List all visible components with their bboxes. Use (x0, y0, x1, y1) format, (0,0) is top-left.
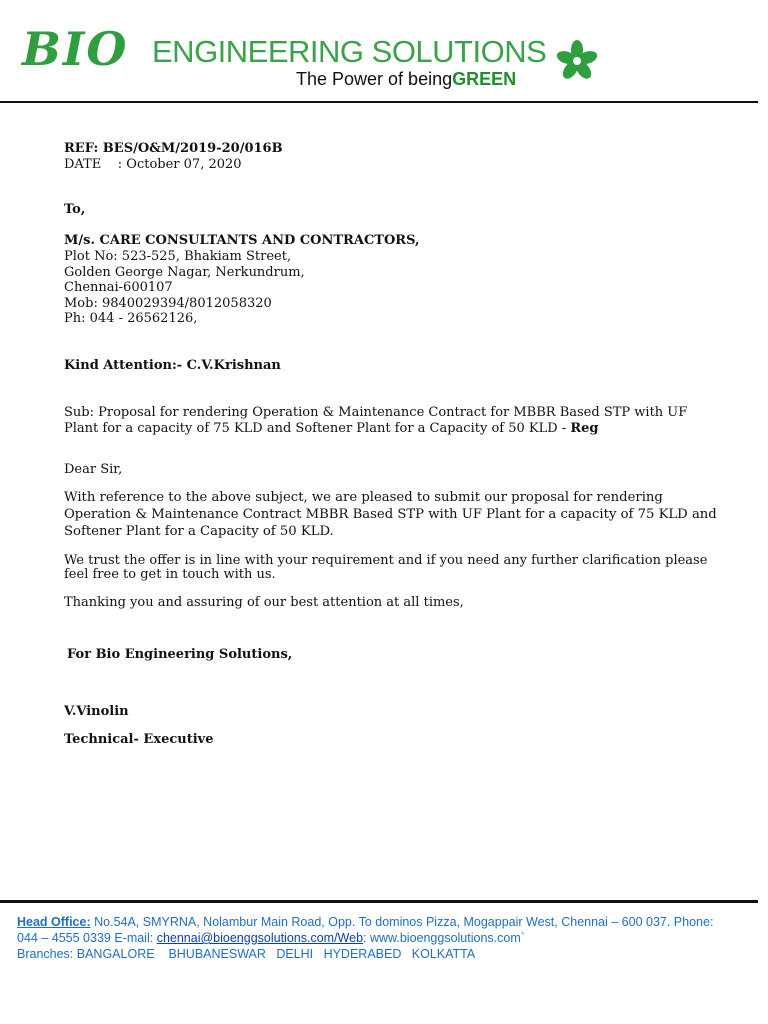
company-name: ENGINEERING SOLUTIONS (152, 34, 547, 69)
address-line: Plot No: 523-525, Bhakiam Street, (64, 249, 292, 264)
paragraph-1: With reference to the above subject, we are pleased to submit our proposal for rendering Operation & Maintenance Contract MBBR Based STP with UF Plant for a capacity of 75 KLD and Softener Plant for a Capacity of 50 KLD. (64, 490, 717, 539)
kind-attention: Kind Attention:- C.V.Krishnan (64, 358, 281, 373)
footer-divider (0, 900, 758, 903)
subject-text: Sub: Proposal for rendering Operation & Maintenance Contract for MBBR Based STP with UF Plant for a capacity of 75 KLD and Softener Plant for a Capacity of 50 KLD - (64, 405, 688, 436)
website-text: : www.bioenggsolutions.com` (363, 931, 525, 945)
paragraph-3: Thanking you and assuring of our best attention at all times, (64, 595, 464, 610)
flower-icon (553, 40, 601, 82)
subject (64, 405, 724, 436)
email-link[interactable]: chennai@bioenggsolutions.com/Web (156, 931, 364, 945)
tagline-prefix: The Power of being (296, 69, 453, 89)
branches-line: Branches: BANGALORE BHUBANESWAR DELHI HYDERABED KOLKATTA (17, 947, 476, 961)
sign-for: For Bio Engineering Solutions, (67, 647, 293, 662)
head-office-label: Head Office: (17, 915, 91, 929)
header-divider (0, 101, 758, 103)
signatory-designation: Technical- Executive (64, 732, 214, 747)
address-line: Chennai-600107 (64, 280, 173, 295)
reference-line: REF: BES/O&M/2019-20/016B (64, 141, 283, 156)
signatory-name: V.Vinolin (64, 704, 129, 719)
letterhead (0, 0, 768, 104)
address-line: Ph: 044 - 26562126, (64, 311, 198, 326)
tagline-green: GREEN (452, 69, 517, 89)
date-line: DATE : October 07, 2020 (64, 157, 242, 172)
head-office-address: No.54A, SMYRNA, Nolambur Main Road, Opp. To dominos Pizza, Mogappair West, Chennai – 600 037. Phone: 044 – 4555 0339 E-mail: (17, 915, 714, 945)
addressee: M/s. CARE CONSULTANTS AND CONTRACTORS, (64, 233, 420, 248)
footer (17, 914, 737, 962)
subject-reg: Reg (570, 420, 599, 436)
paragraph-2: We trust the offer is in line with your requirement and if you need any further clarification please feel free to get in touch with us. (64, 553, 708, 582)
logo-bio-text: BIO (22, 22, 129, 76)
address-line: Golden George Nagar, Nerkundrum, (64, 264, 305, 280)
to-line: To, (64, 202, 86, 217)
salutation: Dear Sir, (64, 462, 123, 477)
address-line: Mob: 9840029394/8012058320 (64, 295, 272, 311)
tagline (296, 68, 516, 90)
